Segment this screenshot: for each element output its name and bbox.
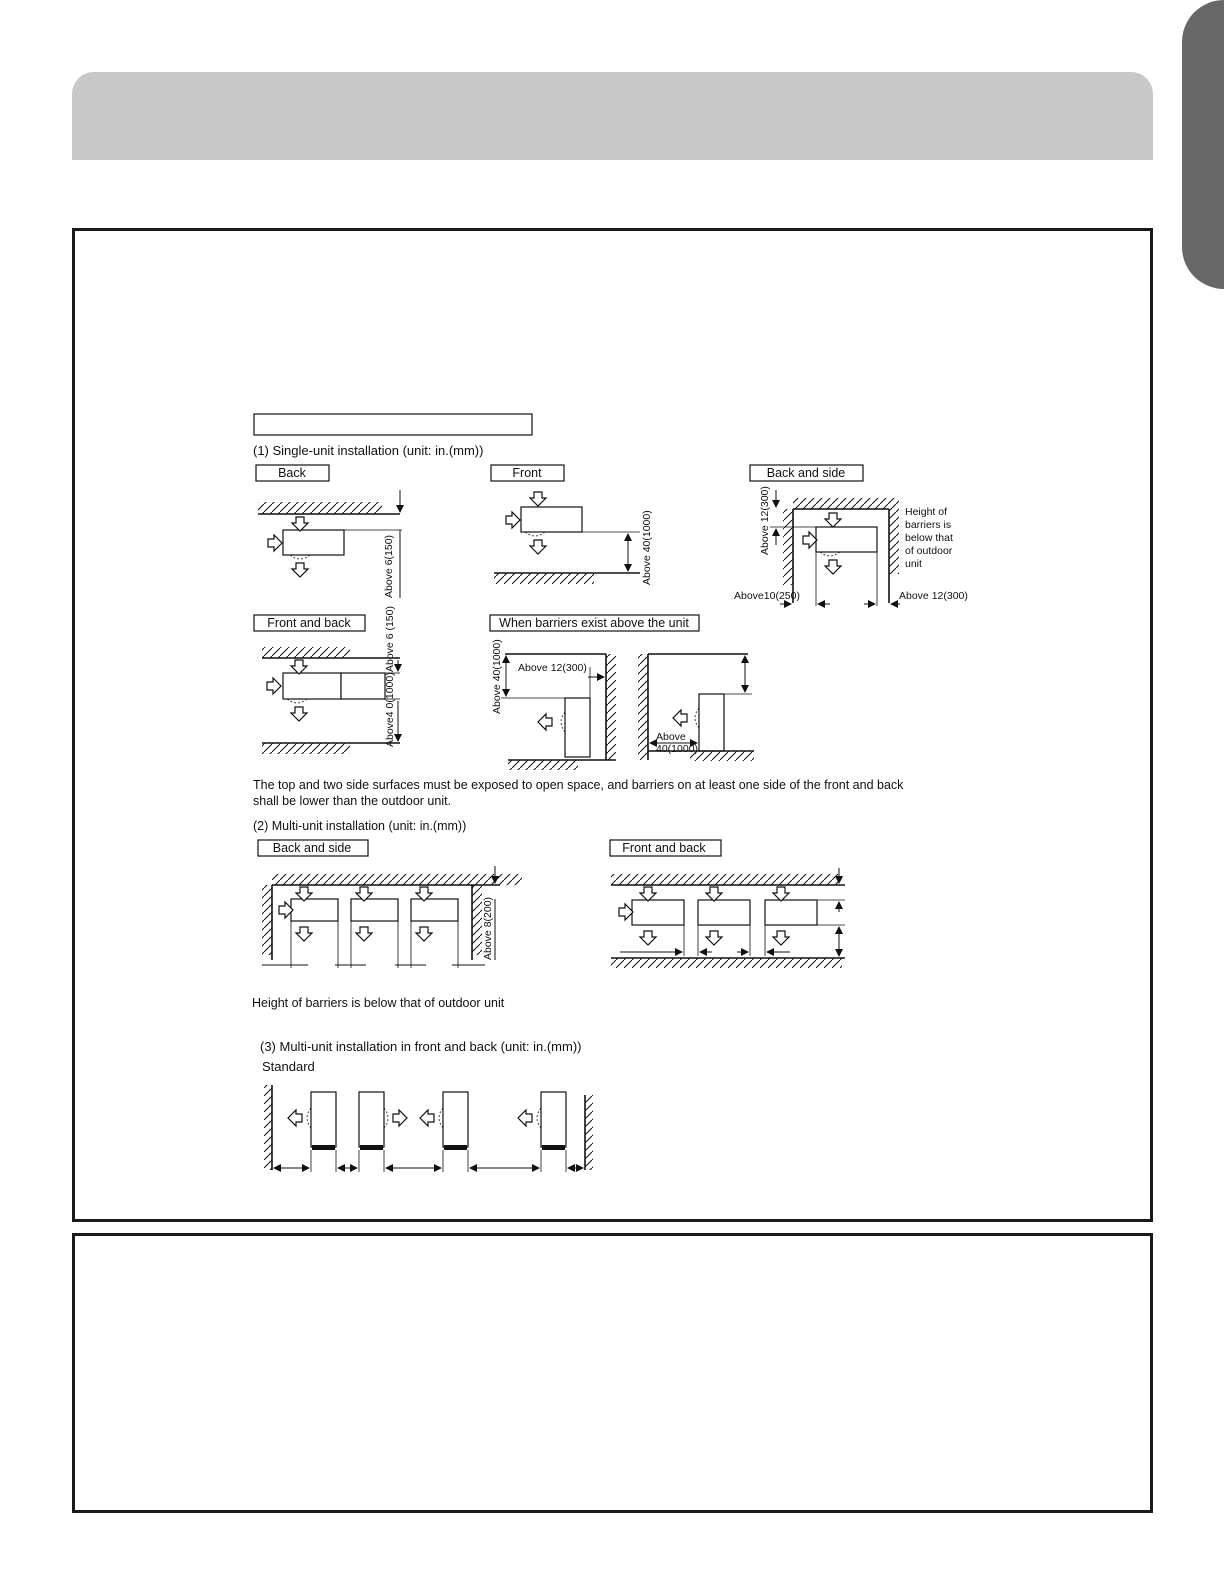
multi-front-and-back-diagram <box>610 840 845 968</box>
note-line-2: shall be lower than the outdoor unit. <box>253 794 452 808</box>
barriers-above-diagram <box>490 615 754 770</box>
back-above6: Above 6(150) <box>383 534 395 598</box>
front-and-back-label: Front and back <box>267 616 351 630</box>
diagram-title-box <box>254 414 532 435</box>
back-label: Back <box>278 466 306 480</box>
bs-height-note-3: below that <box>905 532 953 544</box>
section1-title: (1) Single-unit installation (unit: in.(mm)) <box>253 443 484 458</box>
bs-height-note-4: of outdoor <box>905 545 953 557</box>
section3-title: (3) Multi-unit installation in front and back (unit: in.(mm)) <box>260 1039 582 1054</box>
ba-40-1000: 40(1000) <box>656 743 699 755</box>
single-back-diagram <box>256 465 402 598</box>
multi-back-and-side-diagram <box>258 840 522 968</box>
back-and-side-label: Back and side <box>766 466 846 480</box>
fb-above40: Above4 0(1000) <box>384 672 396 747</box>
single-back-and-side-diagram <box>734 465 968 606</box>
ba-above40: Above 40(1000) <box>491 639 503 714</box>
bs-height-note-2: barriers is <box>905 519 952 531</box>
multi-above8: Above 8(200) <box>482 896 494 960</box>
multi-height-note: Height of barriers is below that of outdoor unit <box>252 996 505 1010</box>
ba-above12: Above 12(300) <box>518 662 587 674</box>
section2-title: (2) Multi-unit installation (unit: in.(mm)) <box>253 819 467 833</box>
front-label: Front <box>512 466 542 480</box>
front-back-multi-diagram <box>264 1085 593 1172</box>
ba-above: Above <box>656 731 686 743</box>
barriers-above-label: When barriers exist above the unit <box>499 616 689 630</box>
multi-front-and-back-label: Front and back <box>622 841 706 855</box>
bs-above10: Above10(250) <box>734 590 800 602</box>
bs-height-note-5: unit <box>905 558 922 570</box>
bs-above12-top: Above 12(300) <box>759 486 771 555</box>
bs-height-note-1: Height of <box>905 506 948 518</box>
note-line-1: The top and two side surfaces must be exposed to open space, and barriers on at least one side of the front and back <box>253 778 904 792</box>
front-above40: Above 40(1000) <box>641 510 653 585</box>
fb-above6: Above 6 (150) <box>384 606 396 672</box>
single-front-diagram <box>491 465 653 585</box>
bs-above12-right: Above 12(300) <box>899 590 968 602</box>
standard-label: Standard <box>262 1059 315 1074</box>
multi-back-and-side-label: Back and side <box>272 841 352 855</box>
single-front-and-back-diagram <box>254 606 400 754</box>
